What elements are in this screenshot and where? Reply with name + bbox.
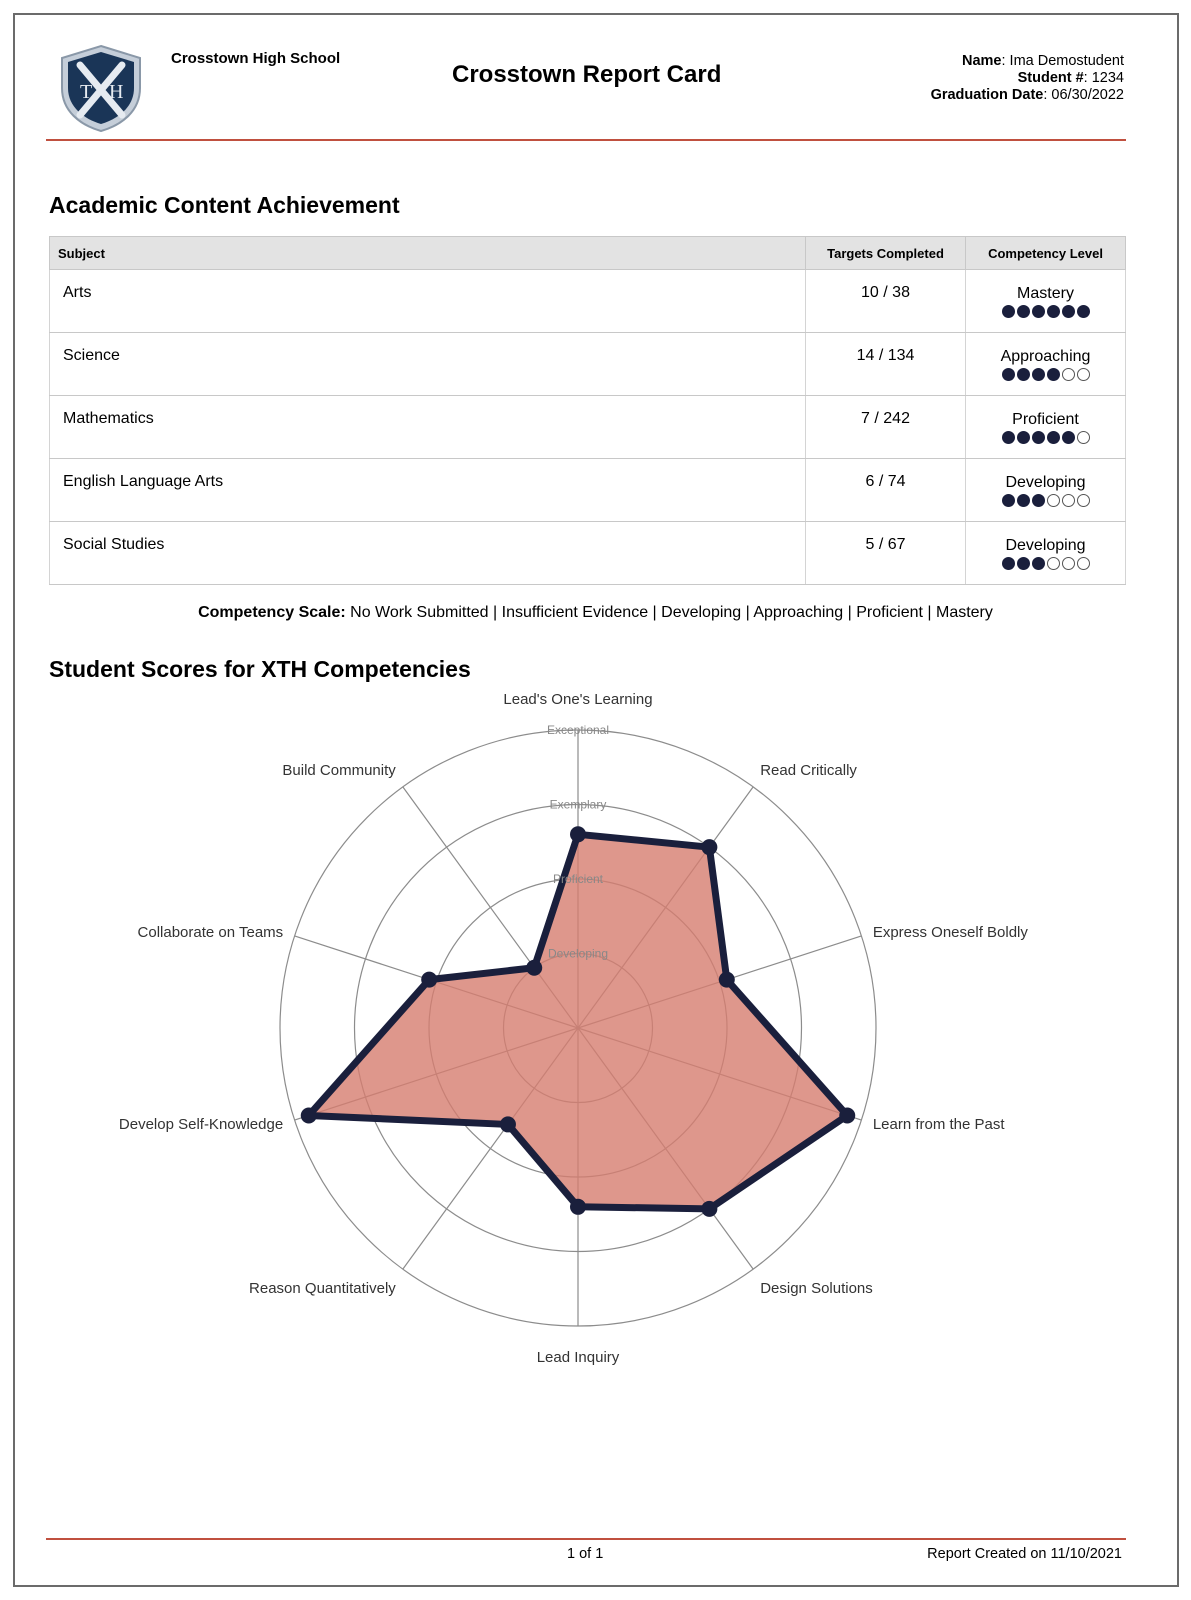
competency-dots [1002, 557, 1090, 570]
filled-dot-icon [1002, 431, 1015, 444]
logo-letter-t: T [80, 81, 93, 103]
filled-dot-icon [1017, 494, 1030, 507]
empty-dot-icon [1062, 557, 1075, 570]
header-divider [46, 139, 1126, 141]
targets-completed-cell: 10 / 38 [806, 270, 966, 333]
filled-dot-icon [1032, 305, 1045, 318]
axis-label: Collaborate on Teams [137, 924, 284, 942]
score-point [570, 1199, 586, 1215]
report-created-date: Report Created on 11/10/2021 [927, 1546, 1122, 1562]
competency-radar-chart [0, 690, 1191, 1410]
score-point [701, 1201, 717, 1217]
subject-cell: Arts [50, 270, 806, 333]
graduation-date-line: Graduation Date: 06/30/2022 [930, 87, 1124, 103]
filled-dot-icon [1017, 368, 1030, 381]
axis-label: Design Solutions [760, 1279, 873, 1297]
subject-cell: Mathematics [50, 396, 806, 459]
targets-completed-cell: 7 / 242 [806, 396, 966, 459]
ring-label: Exceptional [546, 723, 610, 737]
filled-dot-icon [1047, 368, 1060, 381]
score-point [570, 826, 586, 842]
competency-level-label: Mastery [1017, 285, 1074, 302]
ring-label: Exemplary [549, 797, 607, 812]
targets-completed-cell: 6 / 74 [806, 459, 966, 522]
empty-dot-icon [1062, 368, 1075, 381]
score-point [719, 972, 735, 988]
axis-label: Reason Quantitatively [249, 1279, 396, 1297]
score-point [526, 960, 542, 976]
competency-dots [1002, 431, 1090, 444]
empty-dot-icon [1062, 494, 1075, 507]
score-point [421, 972, 437, 988]
score-area [309, 834, 847, 1209]
table-row [50, 333, 1126, 396]
student-id-line: Student #: 1234 [1017, 70, 1124, 86]
student-info [931, 53, 1124, 104]
competency-level-cell [966, 270, 1126, 333]
axis-label: Build Community [282, 762, 396, 780]
column-header-targets: Targets Completed [806, 237, 966, 270]
score-point [301, 1107, 317, 1123]
table-row [50, 522, 1126, 585]
student-name-label: Name [961, 53, 1002, 69]
table-row [50, 396, 1126, 459]
axis-label: Lead Inquiry [536, 1349, 620, 1366]
empty-dot-icon [1077, 368, 1090, 381]
competency-level-label: Developing [1005, 474, 1086, 491]
targets-completed-cell: 5 / 67 [806, 522, 966, 585]
filled-dot-icon [1077, 305, 1090, 318]
competency-level-cell [966, 333, 1126, 396]
score-point [500, 1116, 516, 1132]
filled-dot-icon [1032, 368, 1045, 381]
filled-dot-icon [1032, 431, 1045, 444]
axis-label: Read Critically [760, 762, 857, 780]
achievement-table [49, 236, 1126, 585]
filled-dot-icon [1017, 557, 1030, 570]
filled-dot-icon [1062, 305, 1075, 318]
filled-dot-icon [1017, 305, 1030, 318]
targets-completed-cell: 14 / 134 [806, 333, 966, 396]
filled-dot-icon [1032, 494, 1045, 507]
competencies-section-title: Student Scores for XTH Competencies [49, 656, 471, 682]
student-id-label: Student # [1017, 70, 1084, 86]
student-name-value: Ima Demostudent [1009, 53, 1124, 69]
filled-dot-icon [1017, 431, 1030, 444]
filled-dot-icon [1032, 557, 1045, 570]
competency-level-cell [966, 396, 1126, 459]
competency-level-label: Developing [1005, 537, 1086, 554]
competency-level-label: Proficient [1012, 411, 1079, 428]
school-name: Crosstown High School [171, 50, 341, 67]
filled-dot-icon [1047, 431, 1060, 444]
axis-label: Develop Self-Knowledge [118, 1115, 284, 1133]
competency-dots [1002, 494, 1090, 507]
empty-dot-icon [1077, 431, 1090, 444]
axis-label: Learn from the Past [872, 1115, 1005, 1133]
page-title: Crosstown Report Card [452, 61, 722, 88]
page-number: 1 of 1 [567, 1546, 604, 1562]
empty-dot-icon [1077, 494, 1090, 507]
ring-label: Proficient [552, 872, 604, 886]
graduation-date-label: Graduation Date [930, 87, 1044, 103]
competency-scale [0, 604, 1191, 622]
column-header-subject: Subject [50, 237, 806, 270]
competency-level-cell [966, 459, 1126, 522]
filled-dot-icon [1002, 305, 1015, 318]
school-logo [56, 43, 146, 133]
filled-dot-icon [1047, 305, 1060, 318]
axis-label: Lead's One's Learning [503, 691, 653, 708]
competency-level-label: Approaching [1000, 348, 1091, 365]
footer-divider [46, 1538, 1126, 1540]
filled-dot-icon [1062, 431, 1075, 444]
empty-dot-icon [1047, 557, 1060, 570]
table-row [50, 459, 1126, 522]
subject-cell: English Language Arts [50, 459, 806, 522]
axis-label: Express Oneself Boldly [872, 924, 1028, 942]
filled-dot-icon [1002, 368, 1015, 381]
table-row [50, 270, 1126, 333]
competency-scale-text: No Work Submitted | Insufficient Evidence | Developing | Approaching | Proficient | Mastery [350, 604, 993, 621]
table-header-row [50, 237, 1126, 270]
competency-scale-label: Competency Scale: [198, 604, 346, 621]
competency-level-cell [966, 522, 1126, 585]
subject-cell: Social Studies [50, 522, 806, 585]
competency-dots [1002, 368, 1090, 381]
filled-dot-icon [1002, 557, 1015, 570]
ring-label: Developing [547, 946, 609, 961]
logo-letter-h: H [109, 81, 124, 103]
subject-cell: Science [50, 333, 806, 396]
filled-dot-icon [1002, 494, 1015, 507]
score-point [701, 839, 717, 855]
student-name-line: Name: Ima Demostudent [961, 53, 1124, 69]
empty-dot-icon [1077, 557, 1090, 570]
competency-dots [1002, 305, 1090, 318]
empty-dot-icon [1047, 494, 1060, 507]
academic-section-title: Academic Content Achievement [49, 192, 400, 218]
graduation-date-value: 06/30/2022 [1051, 87, 1124, 103]
score-point [839, 1107, 855, 1123]
student-id-value: 1234 [1091, 70, 1124, 86]
column-header-competency: Competency Level [966, 237, 1126, 270]
